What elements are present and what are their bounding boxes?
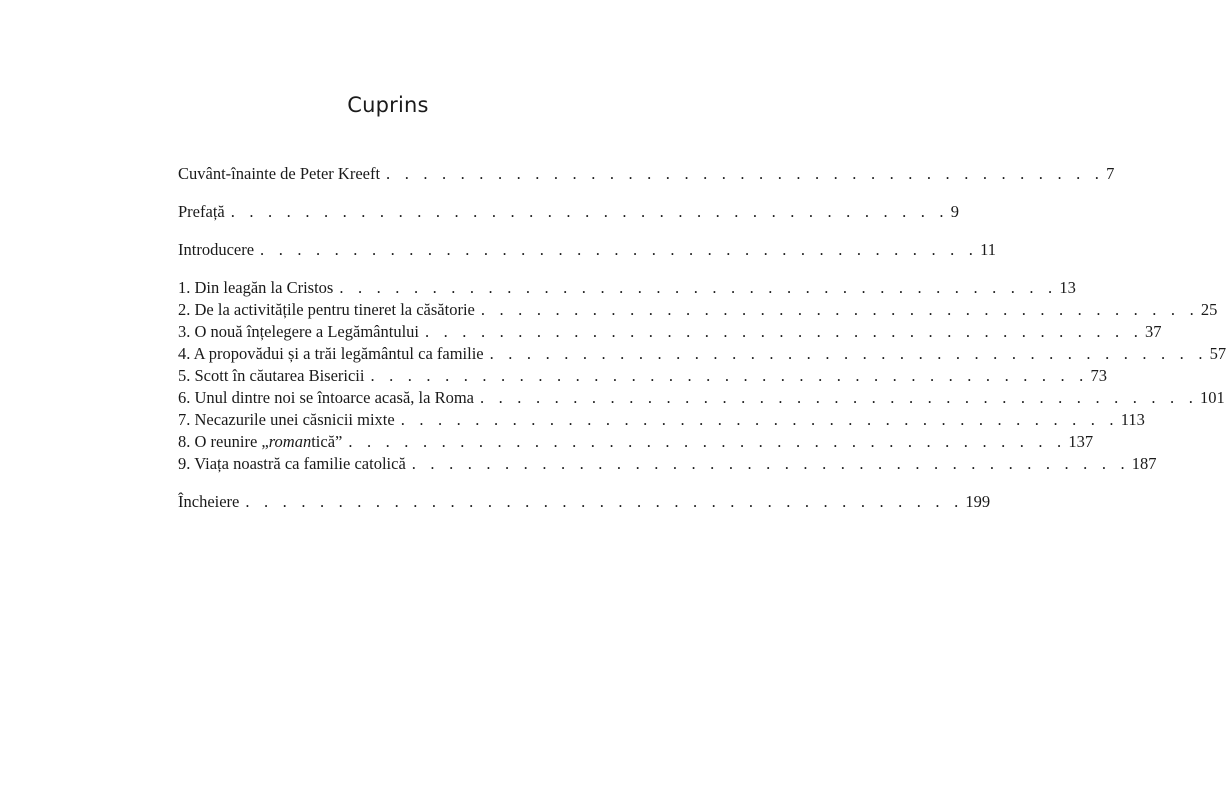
dot-leader: . . . . . . . . . . . . . . . . . . . . . . . . . . . . . . . . . . . . . . . — [480, 300, 1199, 319]
toc-entry-label-italic: roman — [268, 432, 312, 451]
toc-entry-page: 7 — [1106, 164, 1115, 183]
toc-entry-page: 25 — [1200, 300, 1218, 319]
toc-entry-label: 3. O nouă înțelegere a Legământului — [178, 322, 419, 341]
toc-entry-chapter-5 — [178, 365, 1108, 387]
table-of-contents — [178, 163, 1226, 513]
toc-entry-page: 113 — [1120, 410, 1145, 429]
dot-leader: . . . . . . . . . . . . . . . . . . . . . . . . . . . . . . . . . . . . . . . — [425, 322, 1144, 341]
toc-entry-foreword — [178, 163, 1115, 185]
dot-leader: . . . . . . . . . . . . . . . . . . . . . . . . . . . . . . . . . . . . . . . — [260, 240, 979, 259]
toc-entry-conclusion — [178, 491, 991, 513]
chapter-list — [178, 277, 1226, 475]
toc-entry-chapter-7 — [178, 409, 1145, 431]
dot-leader: . . . . . . . . . . . . . . . . . . . . . . . . . . . . . . . . . . . . . . . — [245, 492, 964, 511]
toc-entry-page: 199 — [965, 492, 991, 511]
toc-entry-label: Încheiere — [178, 492, 240, 511]
toc-entry-chapter-1 — [178, 277, 1076, 299]
dot-leader: . . . . . . . . . . . . . . . . . . . . . . . . . . . . . . . . . . . . . . . — [370, 366, 1089, 385]
page-title: Cuprins — [347, 93, 429, 117]
dot-leader: . . . . . . . . . . . . . . . . . . . . . . . . . . . . . . . . . . . . . . . — [489, 344, 1208, 363]
toc-entry-introduction — [178, 239, 996, 261]
toc-entry-page: 13 — [1059, 278, 1076, 297]
toc-entry-label: 2. De la activitățile pentru tineret la căsătorie — [178, 300, 475, 319]
toc-entry-page: 187 — [1131, 454, 1157, 473]
toc-entry-page: 73 — [1090, 366, 1108, 385]
toc-entry-page: 137 — [1068, 432, 1094, 451]
toc-entry-label: Prefață — [178, 202, 225, 221]
dot-leader: . . . . . . . . . . . . . . . . . . . . . . . . . . . . . . . . . . . . . . . — [339, 278, 1058, 297]
dot-leader: . . . . . . . . . . . . . . . . . . . . . . . . . . . . . . . . . . . . . . . — [348, 432, 1067, 451]
toc-entry-label — [178, 431, 342, 453]
toc-entry-preface — [178, 201, 960, 223]
toc-entry-label: 9. Viața noastră ca familie catolică — [178, 454, 406, 473]
toc-entry-label: 4. A propovădui și a trăi legământul ca familie — [178, 344, 484, 363]
toc-entry-label: 1. Din leagăn la Cristos — [178, 278, 334, 297]
dot-leader: . . . . . . . . . . . . . . . . . . . . . . . . . . . . . . . . . . . . . . . — [480, 388, 1199, 407]
toc-entry-chapter-4 — [178, 343, 1226, 365]
toc-entry-label: Introducere — [178, 240, 255, 259]
toc-entry-chapter-2 — [178, 299, 1218, 321]
toc-entry-page: 37 — [1145, 322, 1162, 341]
toc-entry-chapter-3 — [178, 321, 1162, 343]
toc-entry-page: 9 — [950, 202, 960, 221]
toc-entry-label: 7. Necazurile unei căsnicii mixte — [178, 410, 395, 429]
toc-entry-label: Cuvânt-înainte de Peter Kreeft — [178, 164, 381, 183]
toc-entry-chapter-6 — [178, 387, 1225, 409]
dot-leader: . . . . . . . . . . . . . . . . . . . . . . . . . . . . . . . . . . . . . . . — [230, 202, 949, 221]
toc-entry-label: 6. Unul dintre noi se întoarce acasă, la Roma — [178, 388, 474, 407]
dot-leader: . . . . . . . . . . . . . . . . . . . . . . . . . . . . . . . . . . . . . . . — [400, 410, 1119, 429]
toc-entry-chapter-8 — [178, 431, 1094, 453]
toc-entry-chapter-9 — [178, 453, 1157, 475]
toc-entry-page: 101 — [1200, 388, 1225, 407]
toc-entry-page: 11 — [980, 240, 996, 259]
toc-entry-label: 5. Scott în căutarea Bisericii — [178, 366, 365, 385]
toc-entry-label-suffix: tică” — [311, 432, 343, 451]
toc-entry-label-prefix: 8. O reunire „ — [178, 432, 269, 451]
toc-entry-page: 57 — [1209, 344, 1226, 363]
dot-leader: . . . . . . . . . . . . . . . . . . . . . . . . . . . . . . . . . . . . . . . — [411, 454, 1130, 473]
dot-leader: . . . . . . . . . . . . . . . . . . . . . . . . . . . . . . . . . . . . . . . — [386, 164, 1105, 183]
